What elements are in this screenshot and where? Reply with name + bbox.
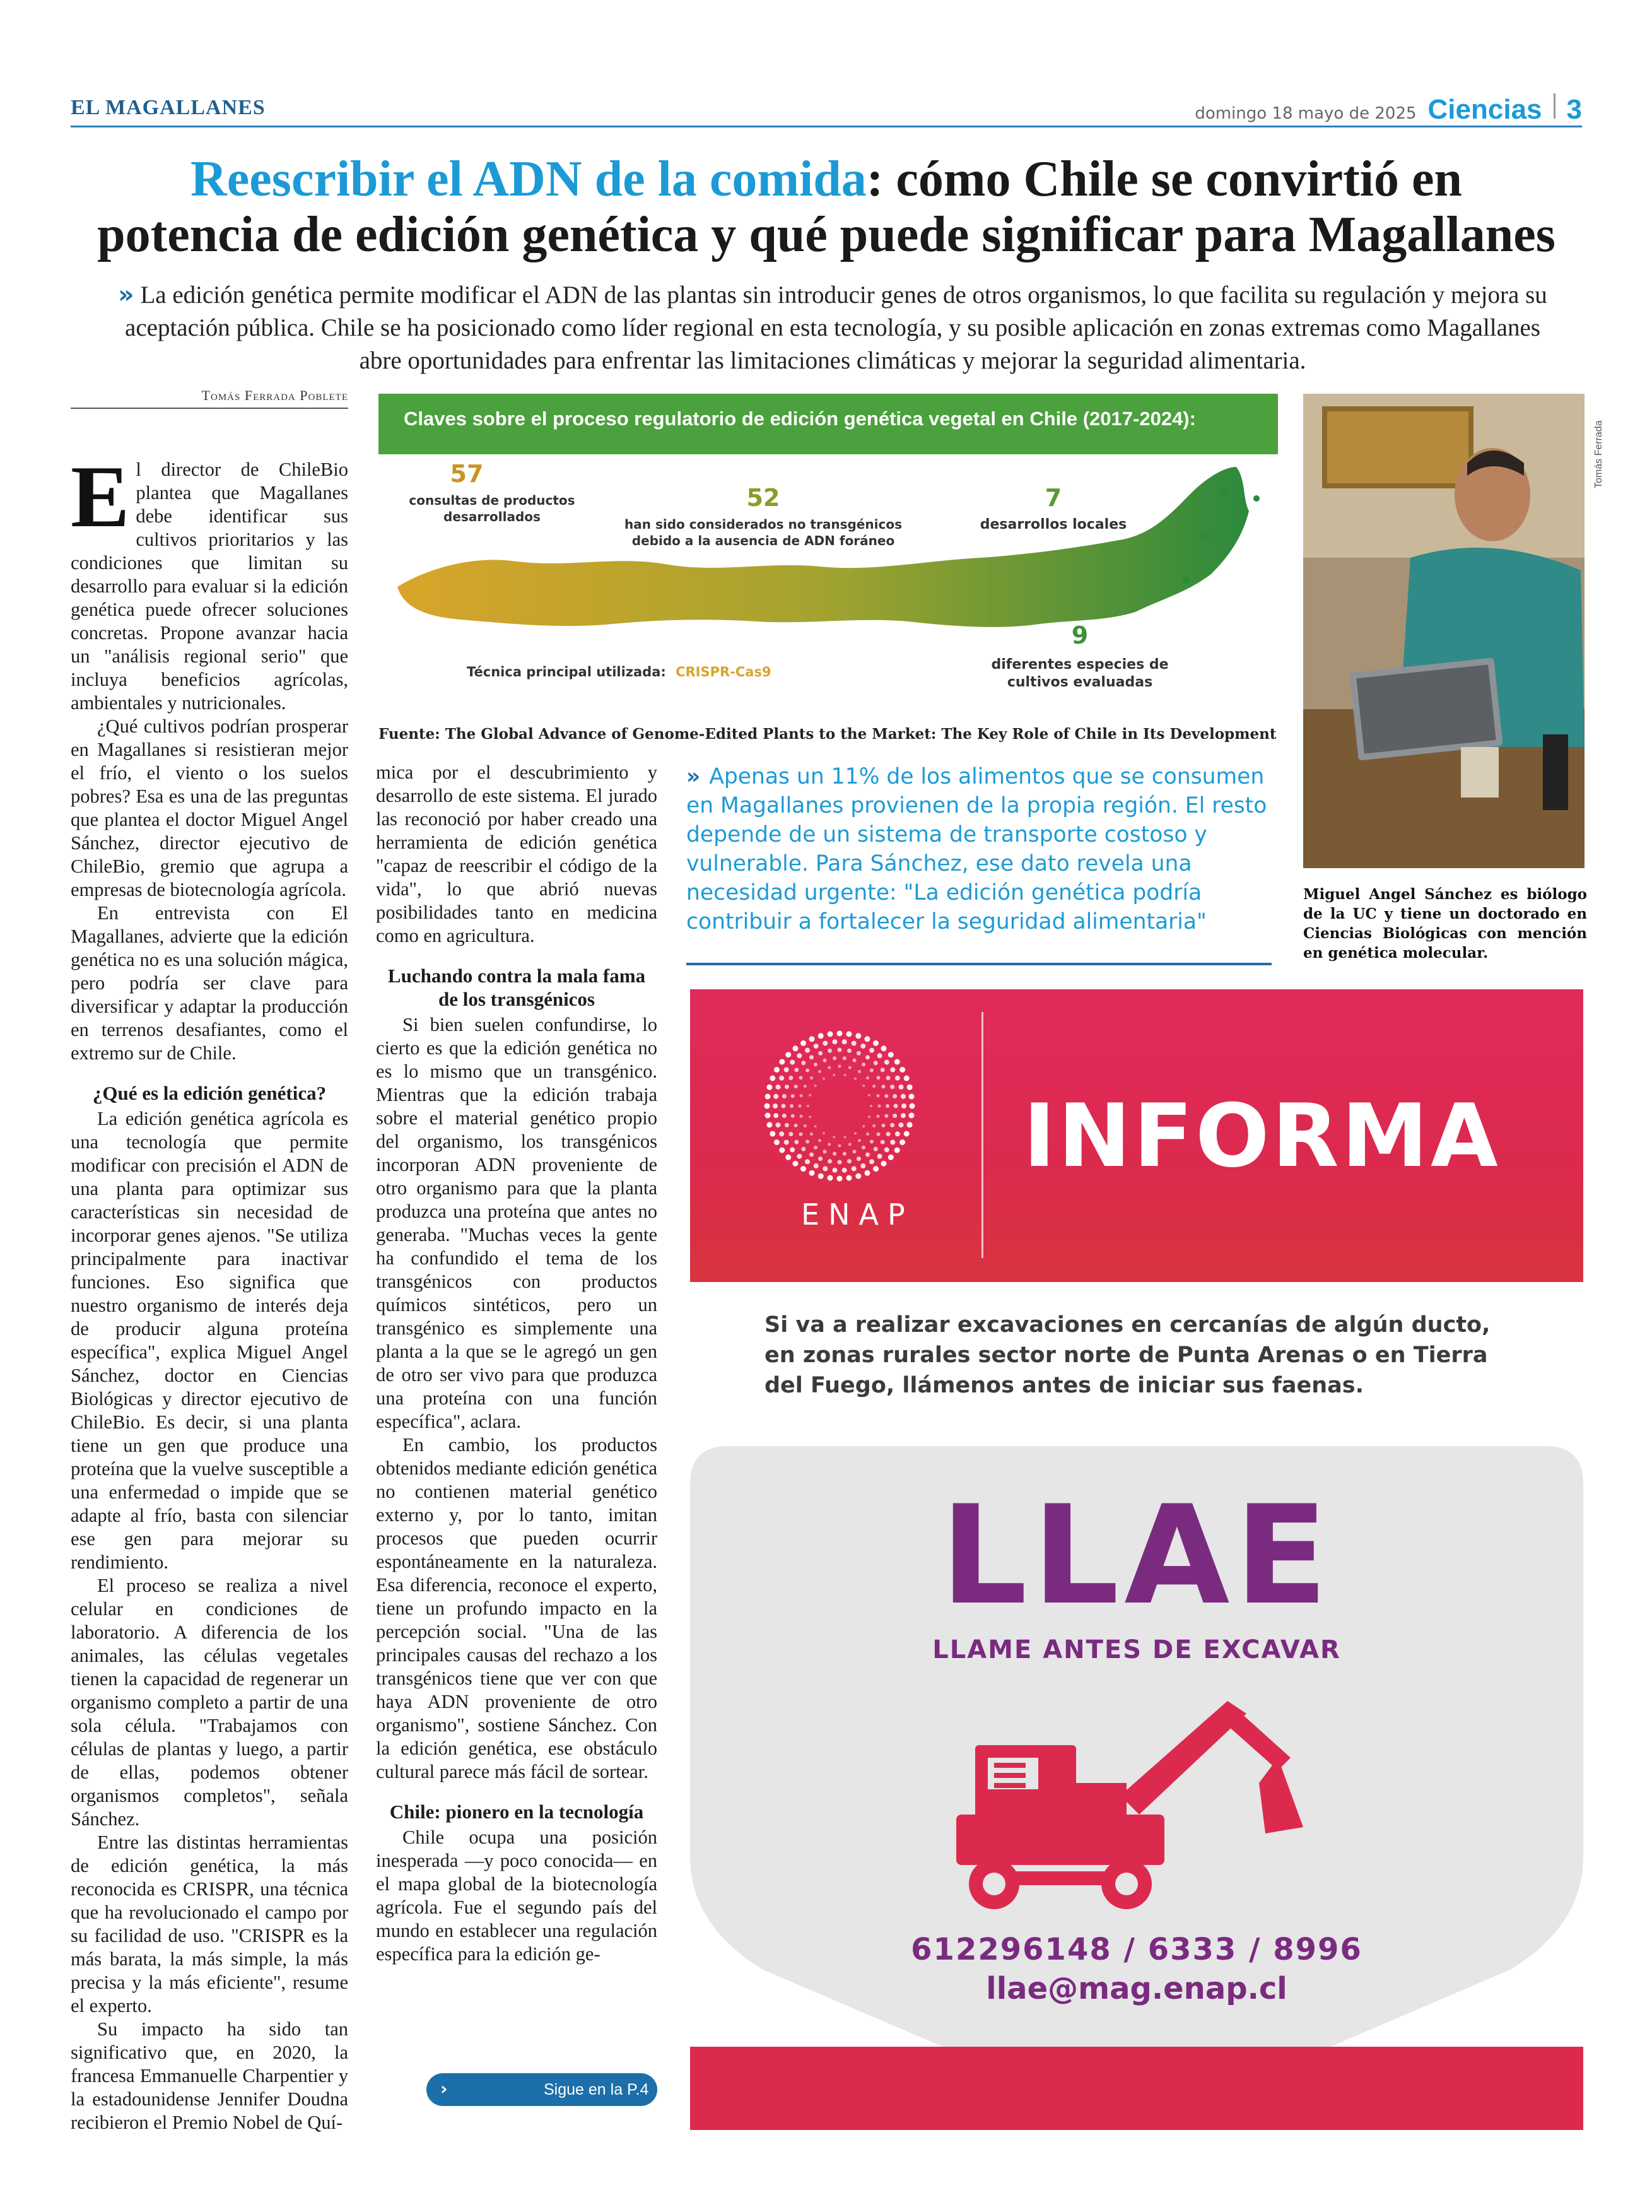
enap-logo-dot xyxy=(810,1076,813,1080)
enap-logo-dot xyxy=(895,1076,900,1081)
enap-logo-dot xyxy=(837,1176,843,1182)
enap-logo-dot xyxy=(782,1114,787,1118)
enap-logo-dot xyxy=(823,1041,828,1046)
enap-logo-dot xyxy=(870,1069,874,1073)
enap-logo-dot xyxy=(784,1068,789,1073)
enap-logo-dot xyxy=(809,1094,811,1097)
enap-logo-dot xyxy=(788,1076,793,1080)
stat-label-1a: consultas de productos xyxy=(409,493,575,508)
enap-logo-dot xyxy=(794,1085,798,1088)
enap-logo-dot xyxy=(865,1036,870,1042)
enap-logo-dot xyxy=(884,1060,889,1065)
double-chevron-icon: » xyxy=(686,764,701,789)
enap-logo-dot xyxy=(790,1104,794,1108)
enap-logo-dot xyxy=(805,1140,809,1144)
enap-logo-dot xyxy=(809,1055,814,1059)
enap-logo-dot xyxy=(832,1168,837,1173)
enap-logo-dot xyxy=(848,1066,852,1069)
enap-logo-dot xyxy=(773,1094,778,1099)
enap-logo-dot xyxy=(869,1159,874,1164)
enap-logo-dot xyxy=(854,1132,857,1134)
enap-logo-dot xyxy=(895,1131,900,1136)
enap-logo-dot xyxy=(904,1131,910,1137)
ad-informa: INFORMA xyxy=(1023,1085,1501,1187)
enap-logo-dot xyxy=(893,1114,897,1118)
enap-logo-dot xyxy=(770,1131,775,1137)
paragraph: Entre las distintas herramientas de edición genética, la más reconocida es CRISPR, una técnica que ha revolucionado el campo por su facilidad de uso. "CRISPR es la más barata, la más simple, la más precisa y la más eficiente", resume el experto. xyxy=(71,1832,348,2016)
enap-logo-dot xyxy=(805,1159,810,1164)
enap-logo-dot xyxy=(818,1033,824,1038)
enap-logo-dot xyxy=(790,1147,795,1152)
enap-logo-dot xyxy=(814,1146,817,1150)
enap-logo-dot xyxy=(884,1114,888,1118)
paragraph: En cambio, los productos obtenidos mediante edición genética no contienen material genético externo y, por lo tanto, imitan procesos que pueden ocurrir espontáneamente en la naturaleza. Esa diferencia, reconoce el experto, tiene un profundo impacto en la percepción social. "Una de las principales causas del rechazo a los transgénicos tiene que ver con que haya ADN proveniente de otro organismo", sostiene Sánchez. Con la edición genética, ese obstáculo cultural parece más fácil de sortear. xyxy=(376,1434,657,1782)
double-chevron-icon: » xyxy=(118,281,134,309)
paragraph: Su impacto ha sido tan significativo que, en 2020, la francesa Emmanuelle Charpentier y la estadounidense Jennifer Doudna recibieron el Premio Nobel de Quí- xyxy=(71,2018,348,2133)
paragraph: La edición genética agrícola es una tecnología que permite modificar con precisión el ADN de una planta para optimizar sus características sin necesidad de incorporar genes ajenos. "Se utiliza principalmente para inactivar funciones. Eso significa que nuestro organismo de interés deja de producir alguna proteína específica", explica Miguel Angel Sánchez, doctor en Ciencias Biológicas y director ejecutivo de ChileBio. Es decir, si una planta tiene un gen que produce una proteína que la vuelve susceptible a una enfermedad o impide que se adapte al frío, basta con silenciar ese gen para mejorar su rendimiento. xyxy=(71,1108,348,1573)
enap-logo-dot xyxy=(838,1065,841,1068)
enap-logo-dot xyxy=(844,1136,847,1138)
enap-logo-dot xyxy=(899,1122,904,1127)
enap-logo-dot xyxy=(818,1070,821,1073)
enap-logo-dot xyxy=(873,1166,879,1172)
subheading: Luchando contra la mala fama de los transgénicos xyxy=(387,965,646,1010)
enap-logo-dot xyxy=(881,1140,885,1144)
enap-logo-dot xyxy=(847,1159,852,1163)
enap-logo-dot xyxy=(862,1085,865,1087)
drop-cap: E xyxy=(71,448,130,546)
enap-logo-dot xyxy=(838,1160,842,1165)
ad-divider xyxy=(981,1012,983,1258)
enap-logo-dot xyxy=(804,1124,807,1127)
enap-logo-dot xyxy=(865,1170,870,1176)
chevron-right-icon: › xyxy=(440,2078,448,2099)
enap-logo-dot xyxy=(809,1115,811,1118)
enap-logo-dot xyxy=(807,1105,809,1107)
enap-logo-dot xyxy=(847,1049,852,1053)
enap-logo-dot xyxy=(791,1094,795,1098)
enap-logo-dot xyxy=(843,1056,847,1060)
enap-logo-dot xyxy=(776,1122,781,1127)
enap-logo-dot xyxy=(855,1033,861,1038)
enap-logo-dot xyxy=(823,1166,828,1171)
enap-logo-dot xyxy=(870,1105,872,1107)
enap-logo-dot xyxy=(814,1125,817,1127)
enap-logo-dot xyxy=(884,1094,888,1098)
technique-label: Técnica principal utilizada: xyxy=(467,664,666,679)
enap-logo-dot xyxy=(774,1139,780,1145)
enap-logo-dot xyxy=(793,1161,799,1167)
photo-caption: Miguel Angel Sánchez es biólogo de la UC y tiene un doctorado en Ciencias Biológicas con mención en genética molecular. xyxy=(1303,886,1587,962)
paragraph: El director de ChileBio plantea que Magallanes debe identificar sus cultivos prioritarios y las condiciones que limitan su desarrollo para evaluar si la edición genética puede ofrecer soluciones concretas. Propone avanzar hacia un "análisis regional serio" que incluya beneficios agrícolas, ambientales y nutricionales. xyxy=(71,448,348,714)
headline-line1-rest: : cómo Chile se convirtió en xyxy=(866,151,1462,207)
enap-logo-dot xyxy=(785,1052,791,1057)
enap-logo-dot xyxy=(855,1174,861,1179)
enap-logo-dot xyxy=(862,1125,865,1127)
enap-logo-dot xyxy=(877,1132,881,1136)
enap-wordmark: ENAP xyxy=(801,1197,914,1232)
enap-logo-dot xyxy=(788,1132,793,1136)
enap-logo-dot xyxy=(842,1168,847,1173)
enap-logo-dot xyxy=(809,1036,815,1042)
enap-logo-dot xyxy=(877,1154,882,1159)
enap-logo-dot xyxy=(766,1085,772,1090)
enap-logo-dot xyxy=(881,1124,885,1127)
enap-logo-dot xyxy=(893,1094,897,1098)
enap-logo-dot xyxy=(862,1146,865,1150)
enap-logo-dot xyxy=(881,1045,887,1051)
enap-logo-dot xyxy=(779,1131,784,1136)
enap-logo-dot xyxy=(890,1085,894,1089)
enap-logo-dot xyxy=(800,1115,803,1118)
svg-text:Técnica principal utilizada: xyxy=(467,664,771,679)
enap-logo-dot xyxy=(860,1044,865,1049)
enap-logo-dot xyxy=(790,1060,795,1065)
article-column-2 xyxy=(376,761,657,1966)
enap-logo-dot xyxy=(779,1148,785,1153)
enap-logo-dot xyxy=(873,1040,879,1046)
pull-quote-rule xyxy=(686,963,1272,965)
enap-logo-dot xyxy=(857,1156,861,1161)
enap-logo-dot xyxy=(800,1094,803,1097)
enap-logo-dot xyxy=(858,1139,861,1142)
enap-logo-dot xyxy=(866,1132,869,1136)
stat-label-1b: desarrollados xyxy=(443,509,541,524)
enap-logo-dot xyxy=(782,1104,786,1109)
enap-logo-dot xyxy=(847,1175,852,1181)
enap-logo-dot xyxy=(888,1052,894,1057)
paragraph: mica por el descubrimiento y desarrollo de este sistema. El jurado las reconoció por haber creado una herramienta de edición genética "capaz de reescribir el código de la vida", lo que abrió nuevas posibilidades tanto en medicina como en agricultura. xyxy=(376,762,657,946)
enap-logo-dot xyxy=(799,1076,803,1080)
enap-logo-dot xyxy=(801,1147,805,1151)
llae-tagline: LLAME ANTES DE EXCAVAR xyxy=(932,1635,1341,1664)
enap-logo-dot xyxy=(886,1076,891,1080)
enap-logo-dot xyxy=(818,1174,824,1179)
enap-logo-dot xyxy=(842,1039,847,1044)
ad-email: llae@mag.enap.cl xyxy=(986,1971,1287,2006)
enap-logo-dot xyxy=(785,1155,791,1160)
enap-logo-dot xyxy=(894,1148,900,1153)
enap-logo-dot xyxy=(854,1078,857,1080)
enap-logo-dot xyxy=(876,1094,879,1097)
masthead-separator xyxy=(1554,93,1555,119)
stat-number-4: 9 xyxy=(1071,621,1089,649)
interview-photo xyxy=(1303,394,1585,868)
headline-highlight: Reescribir el ADN de la comida xyxy=(190,151,867,207)
enap-logo-dot xyxy=(899,1139,905,1145)
enap-logo-dot xyxy=(907,1122,913,1127)
enap-logo-dot xyxy=(901,1103,906,1109)
enap-logo-dot xyxy=(779,1059,785,1065)
enap-logo-dot xyxy=(766,1122,772,1127)
enap-logo-dot xyxy=(872,1124,876,1127)
enap-logo-dot xyxy=(828,1159,832,1163)
infographic-source: Fuente: The Global Advance of Genome-Edited Plants to the Market: The Key Role of Chile in Its Development xyxy=(378,726,1277,743)
paragraph: Si bien suelen confundirse, lo cierto es que la edición genética no es lo mismo que un transgénico. Mientras que la edición trabaja sobre el material genético propio del organismo, los transgénicos incorporan ADN proveniente de otro organismo para que la planta produzca una proteína que antes no generaba. "Muchas veces la gente ha confundido el tema de los transgénicos con productos químicos sintéticos, pero un transgénico es simplemente una planta a la que se le agregó un gen de otro ser vivo para que produzca una proteína con una función específica", aclara. xyxy=(376,1014,657,1432)
enap-logo-dot xyxy=(890,1123,894,1127)
enap-logo-dot xyxy=(837,1031,843,1037)
enap-logo-dot xyxy=(828,1032,833,1037)
enap-logo-dot xyxy=(801,1061,805,1065)
enap-logo-dot xyxy=(794,1068,799,1072)
enap-logo-dot xyxy=(909,1094,915,1100)
newspaper-name: EL MAGALLANES xyxy=(71,96,266,119)
enap-logo-dot xyxy=(838,1144,841,1148)
enap-logo-dot xyxy=(874,1147,878,1151)
enap-logo-dot xyxy=(844,1074,847,1076)
enap-logo-dot xyxy=(884,1147,889,1152)
enap-logo-dot xyxy=(857,1051,861,1056)
deck xyxy=(107,279,1558,377)
enap-logo-dot xyxy=(791,1114,795,1118)
section-name: Ciencias xyxy=(1427,94,1542,125)
enap-logo-dot xyxy=(804,1085,807,1088)
enap-logo-dot xyxy=(833,1136,835,1138)
ad-bottom-bar xyxy=(690,2047,1583,2130)
continue-link[interactable] xyxy=(426,2073,657,2106)
enap-logo-dot xyxy=(810,1132,813,1136)
infographic-title: Claves sobre el proceso regulatorio de edición genética vegetal en Chile (2017-2024): xyxy=(404,408,1196,430)
enap-logo-dot xyxy=(770,1076,775,1081)
enap-logo-dot xyxy=(877,1076,881,1080)
enap-logo-dot xyxy=(886,1132,891,1136)
enap-logo-dot xyxy=(800,1040,806,1046)
enap-logo-dot xyxy=(828,1143,831,1146)
enap-logo-dot xyxy=(870,1140,874,1144)
enap-logo-dot xyxy=(779,1076,784,1081)
enap-logo-dot xyxy=(877,1053,882,1058)
paragraph: En entrevista con El Magallanes, advierte que la edición genética no es una solución mágica, pero podría ser clave para diversificar y adaptar la producción en terrenos desafiantes, como el extremo sur de Chile. xyxy=(71,902,348,1064)
enap-logo-dot xyxy=(868,1094,870,1097)
headline-line2: potencia de edición genética y qué puede significar para Magallanes xyxy=(97,207,1555,262)
enap-logo-dot xyxy=(865,1055,870,1059)
continue-label: Sigue en la P.4 xyxy=(544,2081,649,2098)
enap-logo-dot xyxy=(881,1085,885,1088)
enap-logo-dot xyxy=(784,1140,789,1145)
stat-label-4a: diferentes especies de xyxy=(991,657,1169,673)
enap-logo-dot xyxy=(868,1115,870,1118)
masthead xyxy=(71,93,1582,127)
enap-logo-dot xyxy=(794,1124,798,1127)
enap-logo-dot xyxy=(886,1104,889,1108)
enap-logo-dot xyxy=(799,1105,802,1108)
enap-logo-dot xyxy=(853,1150,857,1153)
stat-number-3: 7 xyxy=(1045,484,1062,512)
enap-logo-dot xyxy=(865,1153,870,1157)
enap-logo-dot xyxy=(833,1056,836,1060)
enap-logo-dot xyxy=(890,1140,895,1145)
masthead-right xyxy=(1195,93,1582,126)
photo-credit: Tomás Ferrada xyxy=(1593,420,1604,488)
ad-top-banner xyxy=(690,989,1583,1282)
subheading: Chile: pionero en la tecnología xyxy=(389,1801,644,1823)
enap-logo-dot xyxy=(785,1123,789,1127)
enap-logo-dot xyxy=(852,1166,857,1171)
enap-logo-dot xyxy=(862,1062,865,1066)
enap-logo-dot xyxy=(785,1085,789,1089)
enap-logo-dot xyxy=(773,1113,778,1118)
enap-logo-dot xyxy=(848,1143,852,1146)
subheading: ¿Qué es la edición genética? xyxy=(92,1082,327,1104)
enap-logo-dot xyxy=(818,1051,823,1056)
enap-logo-dot xyxy=(814,1085,817,1087)
enap-logo-dot xyxy=(765,1094,771,1100)
headline xyxy=(76,151,1577,262)
stat-number-1: 57 xyxy=(450,460,484,488)
enap-logo-dot xyxy=(814,1044,819,1049)
deck-text: La edición genética permite modificar el ADN de las plantas sin introducir genes de otros organismos, lo que facilita su regulación y mejora su aceptación pública. Chile se ha posicionado como líder regional en esta tecnología, y su posible aplicación en zonas extremas como Magallanes abre oportunidades para enfrentar las limitaciones climáticas y mejorar la seguridad alimentaria. xyxy=(125,281,1547,374)
enap-logo-dot xyxy=(860,1163,865,1168)
enap-logo-dot xyxy=(907,1085,913,1090)
enap-logo-dot xyxy=(773,1103,778,1109)
enap-logo-dot xyxy=(797,1154,802,1159)
enap-logo-dot xyxy=(764,1103,770,1109)
enap-logo-dot xyxy=(814,1062,817,1066)
enap-logo-dot xyxy=(833,1152,836,1156)
paragraph: El proceso se realiza a nivel celular en condiciones de laboratorio. A diferencia de los animales, las células vegetales tienen la capacidad de regenerar un organismo completo a partir de una sola célula. "Trabajamos con células de plantas y luego, a partir de ellas, podemos obtener organismos completos", señala Sánchez. xyxy=(71,1575,348,1830)
enap-logo-dot xyxy=(765,1113,771,1119)
enap-logo-dot xyxy=(866,1076,869,1080)
enap-logo-dot xyxy=(853,1059,857,1062)
enap-logo-dot xyxy=(876,1115,879,1118)
enap-logo-dot xyxy=(800,1166,806,1172)
byline: Tomás Ferrada Poblete xyxy=(71,387,348,409)
stat-label-4b: cultivos evaluadas xyxy=(1007,674,1153,690)
enap-logo-dot xyxy=(872,1085,876,1088)
paragraph: ¿Qué cultivos podrían prosperar en Magallanes si resistieran mejor el frío, el viento o los suelos pobres? Esa es una de las preguntas que plantea el doctor Miguel Angel Sánchez, director ejecutivo de ChileBio, gremio que agrupa a empresas de biotecnología agrícola. xyxy=(71,715,348,900)
enap-logo-dot xyxy=(894,1059,900,1065)
enap-logo-dot xyxy=(904,1076,910,1081)
enap-logo-dot xyxy=(890,1068,895,1073)
ad-message: Si va a realizar excavaciones en cercanías de algún ducto, en zonas rurales sector norte de Punta Arenas o en Tierra del Fuego, llámenos antes de iniciar sus faenas. xyxy=(764,1312,1491,1398)
enap-logo-dot xyxy=(881,1161,887,1167)
enap-logo-dot xyxy=(881,1068,885,1072)
enap-logo-dot xyxy=(832,1039,837,1044)
technique-value: CRISPR-Cas9 xyxy=(676,664,771,679)
enap-logo-dot xyxy=(805,1048,810,1053)
enap-logo-dot xyxy=(818,1139,821,1142)
enap-logo-dot xyxy=(797,1053,802,1058)
enap-advertisement xyxy=(690,989,1583,2130)
llae-logo-text: LLAE xyxy=(940,1476,1333,1635)
enap-logo-dot xyxy=(910,1103,915,1109)
stat-label-2b: debido a la ausencia de ADN foráneo xyxy=(631,533,895,548)
page-number: 3 xyxy=(1566,94,1582,125)
pull-quote: » Apenas un 11% de los alimentos que se consumen en Magallanes provienen de la propia región. El resto depende de un sistema de transporte costoso y vulnerable. Para Sánchez, ese dato revela una necesidad urgente: "La edición genética podría contribuir a fortalecer la seguridad alimentaria" xyxy=(686,764,1267,934)
enap-logo-dot xyxy=(899,1067,905,1073)
enap-logo-dot xyxy=(774,1067,780,1073)
enap-logo-dot xyxy=(793,1045,799,1051)
enap-logo-dot xyxy=(823,1150,827,1153)
enap-logo-dot xyxy=(782,1094,787,1098)
infographic-chile-map xyxy=(378,454,1278,719)
enap-logo-dot xyxy=(833,1074,835,1076)
enap-logo-dot xyxy=(794,1140,799,1144)
enap-logo-icon xyxy=(761,1027,918,1185)
enap-logo-dot xyxy=(847,1032,852,1037)
enap-logo-dot xyxy=(869,1048,874,1053)
enap-logo-dot xyxy=(888,1155,894,1160)
paragraph: Chile ocupa una posición inesperada —y poco conocida— en el mapa global de la biotecnología agrícola. Fue el segundo país del mundo en establecer una regulación específica para la edición ge- xyxy=(376,1827,657,1965)
enap-logo-dot xyxy=(823,1078,825,1080)
enap-logo-dot xyxy=(805,1069,809,1073)
enap-logo-dot xyxy=(901,1113,906,1118)
enap-logo-dot xyxy=(899,1085,904,1090)
stat-label-3a: desarrollos locales xyxy=(980,517,1127,532)
ad-phone-numbers: 612296148 / 6333 / 8996 xyxy=(911,1932,1362,1967)
enap-logo-dot xyxy=(814,1163,819,1168)
enap-logo-dot xyxy=(894,1104,898,1109)
enap-logo-dot xyxy=(838,1048,842,1052)
infographic-banner xyxy=(378,394,1278,454)
enap-logo-dot xyxy=(799,1132,803,1136)
enap-logo-dot xyxy=(818,1156,823,1161)
issue-date: domingo 18 mayo de 2025 xyxy=(1195,104,1417,123)
enap-logo-dot xyxy=(828,1066,831,1069)
enap-logo-dot xyxy=(828,1049,832,1053)
enap-logo-dot xyxy=(776,1085,781,1090)
enap-logo-dot xyxy=(852,1041,857,1046)
enap-logo-dot xyxy=(823,1059,827,1062)
enap-logo-dot xyxy=(823,1132,825,1134)
enap-logo-dot xyxy=(858,1070,861,1073)
enap-logo-dot xyxy=(843,1152,847,1156)
stat-number-2: 52 xyxy=(746,484,780,512)
excavator-icon xyxy=(950,1688,1316,1941)
enap-logo-dot xyxy=(828,1175,833,1181)
enap-logo-dot xyxy=(809,1153,814,1157)
article-column-1 xyxy=(71,448,348,2134)
enap-logo-dot xyxy=(874,1061,878,1065)
enap-logo-dot xyxy=(909,1113,915,1119)
enap-logo-dot xyxy=(809,1170,815,1176)
stat-label-2a: han sido considerados no transgénicos xyxy=(624,517,902,532)
enap-logo-dot xyxy=(901,1094,906,1099)
enap-logo-dot xyxy=(878,1105,881,1108)
